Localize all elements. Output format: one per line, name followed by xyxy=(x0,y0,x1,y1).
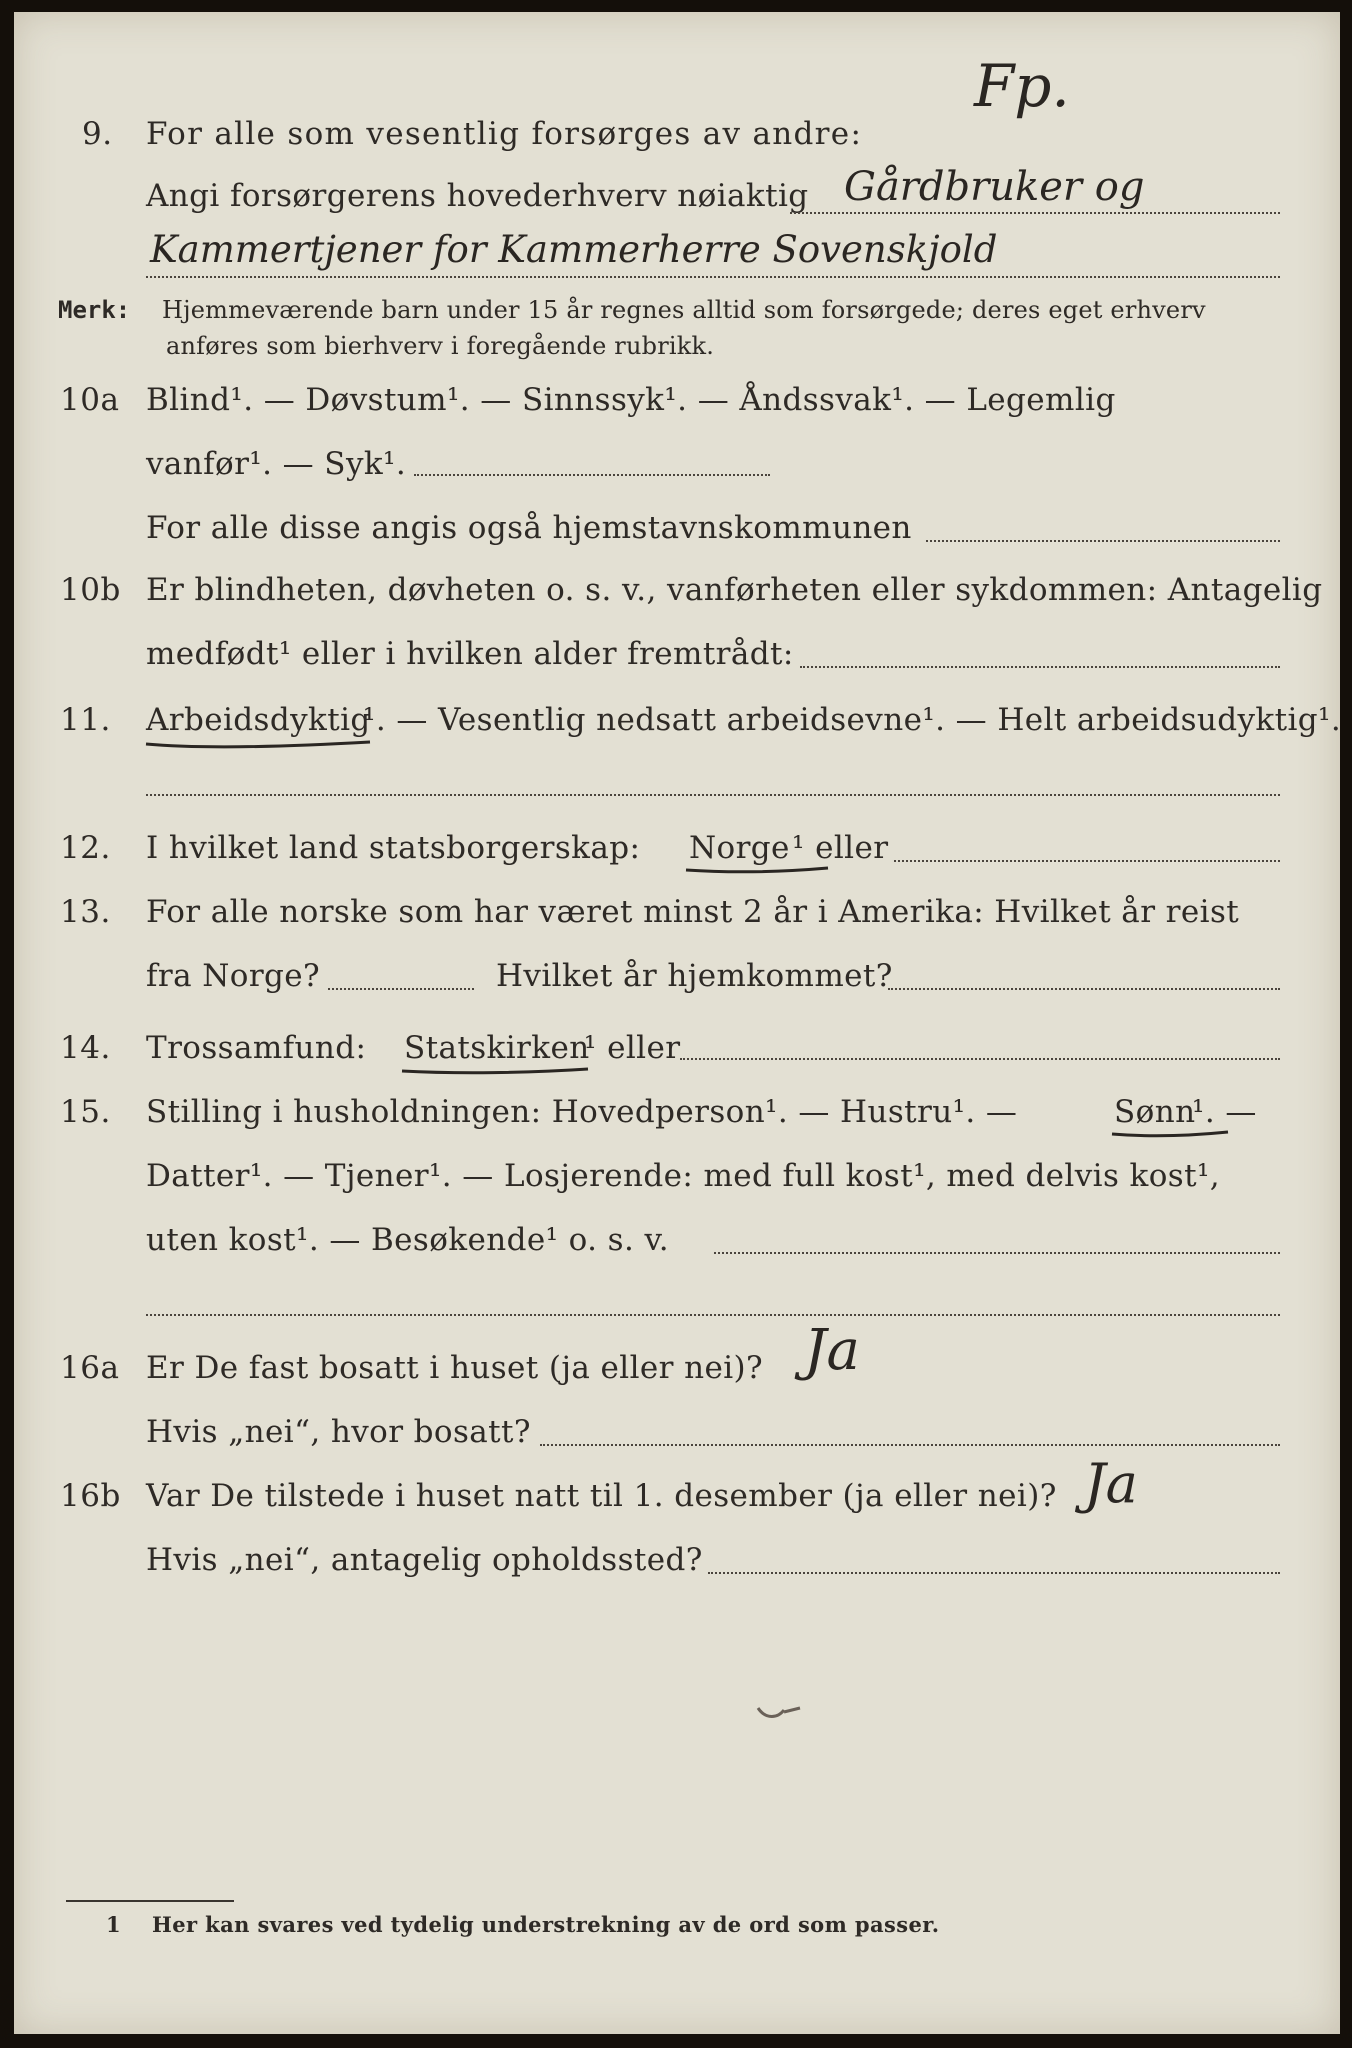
q16b-fill-line xyxy=(708,1572,1280,1574)
q15-fill-line-1 xyxy=(714,1252,1280,1254)
q16b-handwritten-answer: Ja xyxy=(1084,1452,1138,1515)
q10a-fill-line-1 xyxy=(414,474,770,476)
q11-rest: ¹. — Vesentlig nedsatt arbeidsevne¹. — Helt arbeidsudyktig¹. xyxy=(363,702,1342,738)
q14-option-statskirken: Statskirken xyxy=(404,1030,590,1066)
q15-option-sonn: Sønn xyxy=(1114,1094,1196,1130)
q13-line2b: Hvilket år hjemkommet? xyxy=(496,958,893,994)
q16a-line1: Er De fast bosatt i huset (ja eller nei)? xyxy=(146,1350,764,1386)
q12-underline-mark xyxy=(682,862,832,878)
q16b-number: 16b xyxy=(60,1478,121,1514)
q9-fill-line-1 xyxy=(790,212,1280,214)
q10a-line3: For alle disse angis også hjemstavnskommunen xyxy=(146,510,912,546)
q12-post: ¹ eller xyxy=(792,830,889,866)
q13-number: 13. xyxy=(60,894,111,930)
q14-underline-mark xyxy=(398,1062,594,1080)
q14-post: ¹ eller xyxy=(584,1030,681,1066)
q10b-number: 10b xyxy=(60,572,121,608)
q14-number: 14. xyxy=(60,1030,111,1066)
footnote-text: Her kan svares ved tydelig understrekning av de ord som passer. xyxy=(152,1912,940,1937)
q15-underline-mark xyxy=(1108,1126,1232,1142)
q10a-line1: Blind¹. — Døvstum¹. — Sinnssyk¹. — Åndssvak¹. — Legemlig xyxy=(146,382,1116,418)
q16a-line2: Hvis „nei“, hvor bosatt? xyxy=(146,1414,531,1450)
q9-handwritten-answer-1: Gårdbruker og xyxy=(844,164,1145,210)
q16a-number: 16a xyxy=(60,1350,120,1386)
q16a-handwritten-answer: Ja xyxy=(804,1318,860,1383)
q16a-fill-line xyxy=(540,1444,1280,1446)
q15-fill-line-2 xyxy=(146,1314,1280,1316)
q15-line1b: ¹. — xyxy=(1192,1094,1257,1130)
q9-line1: For alle som vesentlig forsørges av andre: xyxy=(146,116,863,152)
q9-handwritten-answer-2: Kammertjener for Kammerherre Sovenskjold xyxy=(150,228,998,271)
q10b-line2: medfødt¹ eller i hvilken alder fremtrådt: xyxy=(146,636,794,672)
q9-number: 9. xyxy=(82,116,113,152)
footnote-rule xyxy=(66,1900,234,1902)
q12-option-norge: Norge xyxy=(689,830,790,866)
q9-fill-line-2 xyxy=(146,276,1280,278)
q15-line3: uten kost¹. — Besøkende¹ o. s. v. xyxy=(146,1222,669,1258)
q10a-fill-line-2 xyxy=(926,540,1280,542)
q10b-fill-line xyxy=(800,666,1280,668)
census-form-page xyxy=(14,12,1340,2034)
q16b-line2: Hvis „nei“, antagelig opholdssted? xyxy=(146,1542,703,1578)
merk-line1: Hjemmeværende barn under 15 år regnes alltid som forsørgede; deres eget erhverv xyxy=(162,296,1206,324)
q12-fill-line xyxy=(894,860,1280,862)
q14-pre: Trossamfund: xyxy=(146,1030,367,1066)
q12-pre: I hvilket land statsborgerskap: xyxy=(146,830,641,866)
q16b-line1: Var De tilstede i huset natt til 1. desember (ja eller nei)? xyxy=(146,1478,1057,1514)
q11-underline-mark xyxy=(142,734,374,754)
q11-fill-line xyxy=(146,794,1280,796)
merk-line2: anføres som bierhverv i foregående rubrikk. xyxy=(166,332,715,360)
q9-line2: Angi forsørgerens hovederhverv nøiaktig xyxy=(146,178,809,214)
merk-label: Merk: xyxy=(58,296,131,324)
q10a-number: 10a xyxy=(60,382,120,418)
q10b-line1: Er blindheten, døvheten o. s. v., vanførheten eller sykdommen: Antagelig xyxy=(146,572,1323,608)
q13-line1: For alle norske som har været minst 2 år i Amerika: Hvilket år reist xyxy=(146,894,1240,930)
pencil-scribble-mark xyxy=(754,1700,804,1726)
q11-number: 11. xyxy=(60,702,111,738)
q15-line2: Datter¹. — Tjener¹. — Losjerende: med full kost¹, med delvis kost¹, xyxy=(146,1158,1221,1194)
q14-fill-line xyxy=(680,1058,1280,1060)
q13-line2a: fra Norge? xyxy=(146,958,321,994)
q13-fill-line-2 xyxy=(888,988,1280,990)
q13-fill-line-1 xyxy=(328,988,474,990)
q10a-line2: vanfør¹. — Syk¹. xyxy=(146,446,407,482)
q11-option-arbeidsdyktig: Arbeidsdyktig xyxy=(146,702,371,738)
q15-number: 15. xyxy=(60,1094,111,1130)
q9-handwritten-mark: Fp. xyxy=(974,52,1070,120)
footnote-mark: 1 xyxy=(106,1912,122,1937)
q15-line1a: Stilling i husholdningen: Hovedperson¹. — Hustru¹. — xyxy=(146,1094,1018,1130)
q12-number: 12. xyxy=(60,830,111,866)
